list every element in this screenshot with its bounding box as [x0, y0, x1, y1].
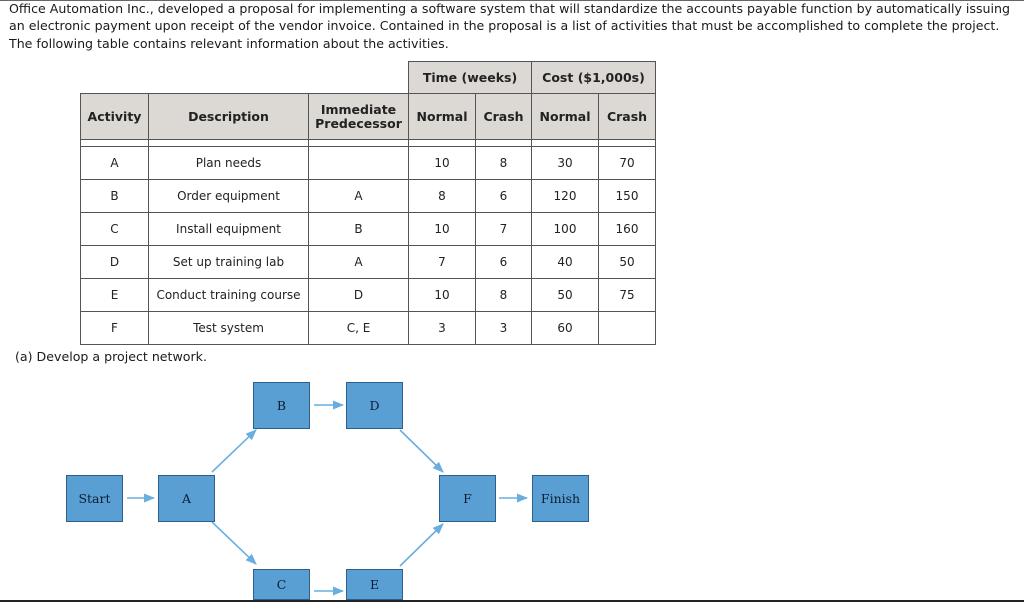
node-d: D: [346, 382, 403, 429]
cell-description: Install equipment: [149, 213, 309, 246]
cell-description: Set up training lab: [149, 246, 309, 279]
header-activity: Activity: [81, 94, 149, 140]
header-time-crash: Crash: [476, 94, 532, 140]
part-a-prompt: (a) Develop a project network.: [15, 349, 207, 364]
cell-cost-crash: 50: [599, 246, 656, 279]
cell-activity: C: [81, 213, 149, 246]
cell-time-normal: 10: [409, 147, 476, 180]
arrow-d-f: [400, 430, 443, 472]
cell-time-crash: 6: [476, 246, 532, 279]
cell-cost-normal: 100: [532, 213, 599, 246]
cell-time-normal: 3: [409, 312, 476, 345]
bottom-rule: [0, 600, 1024, 602]
cell-time-crash: 8: [476, 147, 532, 180]
node-b: B: [253, 382, 310, 429]
cell-predecessor: A: [309, 246, 409, 279]
cell-activity: E: [81, 279, 149, 312]
cell-cost-crash: 160: [599, 213, 656, 246]
cell-activity: B: [81, 180, 149, 213]
cell-predecessor: D: [309, 279, 409, 312]
cell-cost-normal: 40: [532, 246, 599, 279]
cell-cost-crash: 70: [599, 147, 656, 180]
arrow-a-b: [212, 430, 256, 472]
cell-time-normal: 10: [409, 213, 476, 246]
cell-description: Test system: [149, 312, 309, 345]
cell-activity: F: [81, 312, 149, 345]
cell-time-crash: 6: [476, 180, 532, 213]
cell-description: Order equipment: [149, 180, 309, 213]
cost-group-header: Cost ($1,000s): [532, 62, 656, 94]
arrow-e-f: [400, 524, 443, 566]
cell-description: Plan needs: [149, 147, 309, 180]
node-c: C: [253, 569, 310, 600]
cell-time-normal: 7: [409, 246, 476, 279]
cell-time-crash: 8: [476, 279, 532, 312]
problem-intro: Office Automation Inc., developed a proposal for implementing a software system that will standardize the accounts payable function by automatically issuing an electronic payment upon receipt of the vendor invoice. Contained in the proposal is a list of activities that must be accomplished to complete the project. The following table contains relevant information about the activities.: [9, 1, 1010, 51]
node-f: F: [439, 475, 496, 522]
cell-cost-crash: 75: [599, 279, 656, 312]
cell-description: Conduct training course: [149, 279, 309, 312]
cell-time-crash: 7: [476, 213, 532, 246]
cell-cost-normal: 50: [532, 279, 599, 312]
cell-cost-normal: 30: [532, 147, 599, 180]
cell-activity: A: [81, 147, 149, 180]
arrow-a-c: [212, 522, 256, 564]
cell-activity: D: [81, 246, 149, 279]
cell-time-normal: 10: [409, 279, 476, 312]
cell-predecessor: C, E: [309, 312, 409, 345]
cell-predecessor: A: [309, 180, 409, 213]
cell-time-normal: 8: [409, 180, 476, 213]
node-finish: Finish: [532, 475, 589, 522]
node-a: A: [158, 475, 215, 522]
cell-cost-crash: 150: [599, 180, 656, 213]
time-group-header: Time (weeks): [409, 62, 532, 94]
cell-cost-normal: 60: [532, 312, 599, 345]
header-time-normal: Normal: [409, 94, 476, 140]
cell-time-crash: 3: [476, 312, 532, 345]
header-cost-crash: Crash: [599, 94, 656, 140]
header-predecessor: Immediate Predecessor: [309, 94, 409, 140]
header-cost-normal: Normal: [532, 94, 599, 140]
cell-cost-normal: 120: [532, 180, 599, 213]
node-start: Start: [66, 475, 123, 522]
cell-predecessor: B: [309, 213, 409, 246]
node-e: E: [346, 569, 403, 600]
header-description: Description: [149, 94, 309, 140]
